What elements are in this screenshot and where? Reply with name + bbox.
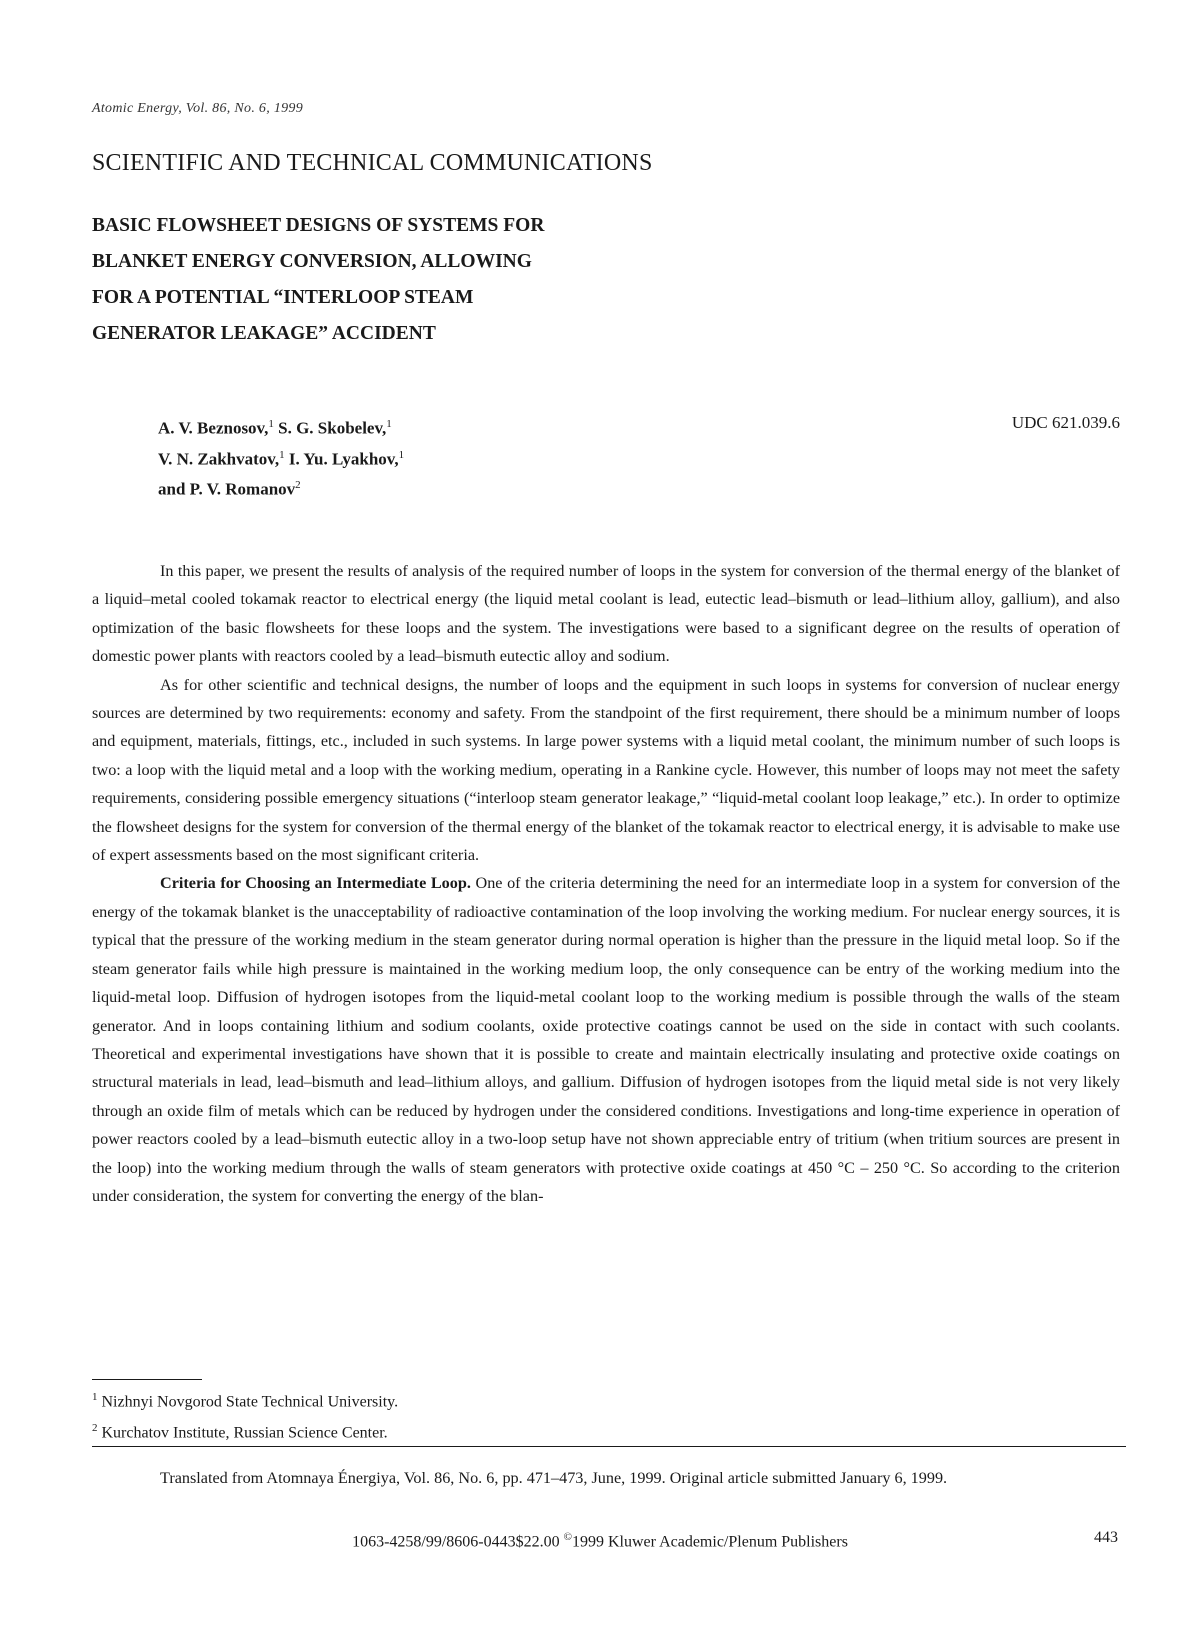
article-title — [92, 208, 544, 352]
affiliation-mark: 1 — [398, 448, 405, 461]
affiliation-mark: 1 — [279, 448, 285, 461]
page-number: 443 — [1094, 1529, 1118, 1546]
footnotes — [92, 1384, 398, 1447]
footnote-divider — [92, 1379, 202, 1380]
footnote — [92, 1415, 398, 1446]
footnote-text: Nizhnyi Novgorod State Technical University. — [101, 1393, 399, 1411]
author-line — [158, 411, 404, 442]
author-name: I. Yu. Lyakhov, — [288, 449, 399, 469]
author-line — [158, 442, 404, 473]
title-line: FOR A POTENTIAL “INTERLOOP STEAM — [92, 287, 474, 308]
footnote — [92, 1384, 398, 1415]
author-list — [158, 411, 404, 503]
article-body — [92, 557, 1120, 1210]
body-paragraph — [92, 869, 1120, 1210]
title-line: GENERATOR LEAKAGE” ACCIDENT — [92, 323, 436, 344]
journal-citation: Atomic Energy, Vol. 86, No. 6, 1999 — [92, 101, 304, 116]
footnote-mark: 2 — [92, 1422, 98, 1435]
affiliation-mark: 1 — [386, 418, 392, 430]
paragraph-run-in-heading: Criteria for Choosing an Intermediate Loop. — [160, 874, 471, 893]
publisher-line: 1999 Kluwer Academic/Plenum Publishers — [571, 1533, 848, 1551]
translation-divider — [92, 1446, 1126, 1447]
author-name: S. G. Skobelev, — [278, 418, 387, 438]
body-paragraph: As for other scientific and technical designs, the number of loops and the equipment in such loops in systems for conversion of nuclear energy sources are determined by two requirements: economy and safety. From the standpoint of the first requirement, there should be a minimum number of loops and equipment, materials, fittings, etc., included in such systems. In large power systems with a liquid metal coolant, the minimum number of such loops is two: a loop with the liquid metal and a loop with the working medium, operating in a Rankine cycle. However, this number of loops may not meet the safety requirements, considering possible emergency situations (“interloop steam generator leakage,” “liquid-metal coolant loop leakage,” etc.). In order to optimize the flowsheet designs for the system for conversion of the thermal energy of the blanket of the tokamak reactor to electrical energy, it is advisable to make use of expert assessments based on the most significant criteria. — [92, 675, 1120, 865]
issn-code: 1063-4258/99/8606-0443$22.00 — [352, 1533, 560, 1551]
paragraph-text: One of the criteria determining the need for an intermediate loop in a system for conversion of the energy of the tokamak blanket is the unacceptability of radioactive contamination of the loop involving the working medium. For nuclear energy sources, it is typical that the pressure of the working medium in the steam generator during normal operation is higher than the pressure in the liquid metal loop. So if the steam generator fails while high pressure is maintained in the working medium loop, the only consequence can be entry of the working medium into the liquid-metal loop. Diffusion of hydrogen isotopes from the liquid-metal coolant loop to the working medium is possible through the walls of the steam generator. And in loops containing lithium and sodium coolants, oxide protective coatings cannot be used on the side in contact with such coolants. Theoretical and experimental investigations have shown that it is possible to create and maintain electrically insulating and protective oxide coatings on structural materials in lead, lead–bismuth and lead–lithium alloys, and gallium. Diffusion of hydrogen isotopes from the liquid metal side is not very likely through an oxide film of metals which can be reduced by hydrogen under the considered conditions. Investigations and long-time experience in operation of power reactors cooled by a lead–bismuth eutectic alloy in a two-loop setup have not shown appreciable entry of tritium (when tritium sources are present in the loop) into the working medium through the walls of steam generators with protective oxide coatings at 450 °C – 250 °C. So according to the criterion under consideration, the system for converting the energy of the blan- — [92, 874, 1121, 1205]
footnote-text: Kurchatov Institute, Russian Science Center. — [101, 1424, 388, 1442]
section-heading: SCIENTIFIC AND TECHNICAL COMMUNICATIONS — [92, 150, 653, 176]
footer-publication-code — [0, 1531, 1200, 1551]
copyright-mark: © — [563, 1531, 572, 1543]
affiliation-mark: 1 — [268, 418, 274, 430]
author-line — [158, 472, 404, 503]
footnote-mark: 1 — [92, 1391, 98, 1403]
affiliation-mark: 2 — [295, 479, 301, 492]
title-line: BASIC FLOWSHEET DESIGNS OF SYSTEMS FOR — [92, 215, 545, 236]
author-name: and P. V. Romanov — [158, 479, 296, 499]
author-name: V. N. Zakhvatov, — [158, 449, 280, 469]
title-line: BLANKET ENERGY CONVERSION, ALLOWING — [92, 251, 532, 272]
translation-note: Translated from Atomnaya Énergiya, Vol. 86, No. 6, pp. 471–473, June, 1999. Original article submitted January 6, 1999. — [160, 1469, 948, 1487]
body-paragraph: In this paper, we present the results of analysis of the required number of loops in the system for conversion of the thermal energy of the blanket of a liquid–metal cooled tokamak reactor to electrical energy (the liquid metal coolant is lead, eutectic lead–bismuth or lead–lithium alloy, gallium), and also optimization of the basic flowsheets for these loops and the system. The investigations were based to a significant degree on the results of operation of domestic power plants with reactors cooled by a lead–bismuth eutectic alloy and sodium. — [92, 562, 1120, 666]
author-name: A. V. Beznosov, — [158, 418, 269, 438]
udc-code: UDC 621.039.6 — [1011, 413, 1120, 432]
